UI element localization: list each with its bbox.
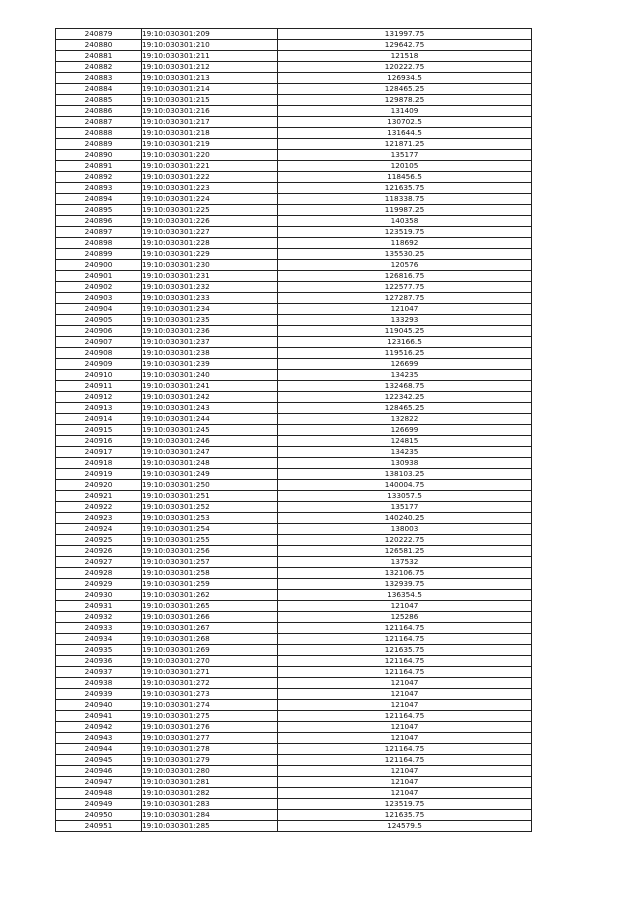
row-number-cell: 240937 <box>56 667 142 678</box>
cadastral-number-cell: 19:10:030301:262 <box>142 590 278 601</box>
cadastral-number-cell: 19:10:030301:269 <box>142 645 278 656</box>
table-row <box>56 722 532 733</box>
cadastral-number-cell: 19:10:030301:216 <box>142 106 278 117</box>
row-number-cell: 240950 <box>56 810 142 821</box>
value-cell: 126934.5 <box>278 73 532 84</box>
cadastral-number-cell: 19:10:030301:235 <box>142 315 278 326</box>
table-row <box>56 469 532 480</box>
cadastral-number-cell: 19:10:030301:231 <box>142 271 278 282</box>
row-number-cell: 240884 <box>56 84 142 95</box>
table-row <box>56 700 532 711</box>
row-number-cell: 240909 <box>56 359 142 370</box>
cadastral-number-cell: 19:10:030301:285 <box>142 821 278 832</box>
row-number-cell: 240883 <box>56 73 142 84</box>
row-number-cell: 240891 <box>56 161 142 172</box>
cadastral-number-cell: 19:10:030301:246 <box>142 436 278 447</box>
row-number-cell: 240936 <box>56 656 142 667</box>
row-number-cell: 240928 <box>56 568 142 579</box>
table-row <box>56 51 532 62</box>
row-number-cell: 240951 <box>56 821 142 832</box>
value-cell: 125286 <box>278 612 532 623</box>
table-row <box>56 524 532 535</box>
table-row <box>56 84 532 95</box>
cadastral-number-cell: 19:10:030301:215 <box>142 95 278 106</box>
row-number-cell: 240914 <box>56 414 142 425</box>
cadastral-number-cell: 19:10:030301:224 <box>142 194 278 205</box>
cadastral-number-cell: 19:10:030301:276 <box>142 722 278 733</box>
row-number-cell: 240881 <box>56 51 142 62</box>
value-cell: 121047 <box>278 689 532 700</box>
cadastral-number-cell: 19:10:030301:220 <box>142 150 278 161</box>
table-row <box>56 359 532 370</box>
table-row <box>56 249 532 260</box>
table-row <box>56 205 532 216</box>
value-cell: 120222.75 <box>278 535 532 546</box>
row-number-cell: 240945 <box>56 755 142 766</box>
value-cell: 121164.75 <box>278 634 532 645</box>
row-number-cell: 240932 <box>56 612 142 623</box>
cadastral-number-cell: 19:10:030301:273 <box>142 689 278 700</box>
cadastral-number-cell: 19:10:030301:241 <box>142 381 278 392</box>
row-number-cell: 240944 <box>56 744 142 755</box>
cadastral-number-cell: 19:10:030301:253 <box>142 513 278 524</box>
row-number-cell: 240893 <box>56 183 142 194</box>
row-number-cell: 240879 <box>56 29 142 40</box>
value-cell: 120222.75 <box>278 62 532 73</box>
table-row <box>56 238 532 249</box>
table-row <box>56 282 532 293</box>
value-cell: 140240.25 <box>278 513 532 524</box>
value-cell: 132822 <box>278 414 532 425</box>
value-cell: 121047 <box>278 788 532 799</box>
value-cell: 118456.5 <box>278 172 532 183</box>
value-cell: 121047 <box>278 678 532 689</box>
row-number-cell: 240938 <box>56 678 142 689</box>
table-row <box>56 172 532 183</box>
value-cell: 120105 <box>278 161 532 172</box>
cadastral-number-cell: 19:10:030301:272 <box>142 678 278 689</box>
table-row <box>56 623 532 634</box>
value-cell: 129878.25 <box>278 95 532 106</box>
value-cell: 121047 <box>278 601 532 612</box>
table-row <box>56 183 532 194</box>
table-row <box>56 425 532 436</box>
table-row <box>56 117 532 128</box>
value-cell: 123519.75 <box>278 227 532 238</box>
table-row <box>56 128 532 139</box>
table-row <box>56 557 532 568</box>
value-cell: 123519.75 <box>278 799 532 810</box>
cadastral-number-cell: 19:10:030301:218 <box>142 128 278 139</box>
table-row <box>56 711 532 722</box>
row-number-cell: 240933 <box>56 623 142 634</box>
row-number-cell: 240939 <box>56 689 142 700</box>
row-number-cell: 240897 <box>56 227 142 238</box>
cadastral-number-cell: 19:10:030301:283 <box>142 799 278 810</box>
row-number-cell: 240882 <box>56 62 142 73</box>
row-number-cell: 240886 <box>56 106 142 117</box>
cadastral-number-cell: 19:10:030301:229 <box>142 249 278 260</box>
value-cell: 121047 <box>278 700 532 711</box>
value-cell: 122342.25 <box>278 392 532 403</box>
value-cell: 119045.25 <box>278 326 532 337</box>
row-number-cell: 240880 <box>56 40 142 51</box>
value-cell: 124579.5 <box>278 821 532 832</box>
table-row <box>56 513 532 524</box>
cadastral-number-cell: 19:10:030301:212 <box>142 62 278 73</box>
table-row <box>56 590 532 601</box>
table-row <box>56 315 532 326</box>
row-number-cell: 240911 <box>56 381 142 392</box>
table-row <box>56 634 532 645</box>
cadastral-number-cell: 19:10:030301:239 <box>142 359 278 370</box>
row-number-cell: 240935 <box>56 645 142 656</box>
table-row <box>56 95 532 106</box>
row-number-cell: 240898 <box>56 238 142 249</box>
value-cell: 131997.75 <box>278 29 532 40</box>
cadastral-number-cell: 19:10:030301:222 <box>142 172 278 183</box>
table-row <box>56 161 532 172</box>
value-cell: 126581.25 <box>278 546 532 557</box>
value-cell: 121635.75 <box>278 810 532 821</box>
row-number-cell: 240927 <box>56 557 142 568</box>
row-number-cell: 240912 <box>56 392 142 403</box>
cadastral-number-cell: 19:10:030301:234 <box>142 304 278 315</box>
value-cell: 121164.75 <box>278 744 532 755</box>
cadastral-number-cell: 19:10:030301:242 <box>142 392 278 403</box>
cadastral-number-cell: 19:10:030301:240 <box>142 370 278 381</box>
cadastral-number-cell: 19:10:030301:278 <box>142 744 278 755</box>
cadastral-number-cell: 19:10:030301:266 <box>142 612 278 623</box>
value-cell: 119516.25 <box>278 348 532 359</box>
cadastral-number-cell: 19:10:030301:271 <box>142 667 278 678</box>
value-cell: 121518 <box>278 51 532 62</box>
cadastral-number-cell: 19:10:030301:270 <box>142 656 278 667</box>
cadastral-number-cell: 19:10:030301:277 <box>142 733 278 744</box>
table-row <box>56 480 532 491</box>
row-number-cell: 240895 <box>56 205 142 216</box>
table-row <box>56 744 532 755</box>
row-number-cell: 240925 <box>56 535 142 546</box>
value-cell: 121047 <box>278 777 532 788</box>
table-row <box>56 403 532 414</box>
value-cell: 121047 <box>278 722 532 733</box>
value-cell: 129642.75 <box>278 40 532 51</box>
row-number-cell: 240892 <box>56 172 142 183</box>
cadastral-number-cell: 19:10:030301:281 <box>142 777 278 788</box>
row-number-cell: 240919 <box>56 469 142 480</box>
row-number-cell: 240887 <box>56 117 142 128</box>
row-number-cell: 240949 <box>56 799 142 810</box>
cadastral-number-cell: 19:10:030301:210 <box>142 40 278 51</box>
table-row <box>56 216 532 227</box>
cadastral-number-cell: 19:10:030301:251 <box>142 491 278 502</box>
cadastral-number-cell: 19:10:030301:248 <box>142 458 278 469</box>
row-number-cell: 240921 <box>56 491 142 502</box>
value-cell: 135177 <box>278 150 532 161</box>
row-number-cell: 240947 <box>56 777 142 788</box>
cadastral-number-cell: 19:10:030301:247 <box>142 447 278 458</box>
cadastral-number-cell: 19:10:030301:279 <box>142 755 278 766</box>
value-cell: 127287.75 <box>278 293 532 304</box>
cadastral-number-cell: 19:10:030301:284 <box>142 810 278 821</box>
cadastral-number-cell: 19:10:030301:232 <box>142 282 278 293</box>
cadastral-number-cell: 19:10:030301:238 <box>142 348 278 359</box>
value-cell: 131644.5 <box>278 128 532 139</box>
table-row <box>56 348 532 359</box>
row-number-cell: 240916 <box>56 436 142 447</box>
cadastral-number-cell: 19:10:030301:219 <box>142 139 278 150</box>
table-row <box>56 326 532 337</box>
table-row <box>56 601 532 612</box>
cadastral-number-cell: 19:10:030301:233 <box>142 293 278 304</box>
cadastral-number-cell: 19:10:030301:226 <box>142 216 278 227</box>
value-cell: 121635.75 <box>278 183 532 194</box>
row-number-cell: 240905 <box>56 315 142 326</box>
value-cell: 132468.75 <box>278 381 532 392</box>
table-row <box>56 568 532 579</box>
row-number-cell: 240918 <box>56 458 142 469</box>
cadastral-number-cell: 19:10:030301:230 <box>142 260 278 271</box>
data-table <box>55 28 532 832</box>
table-row <box>56 381 532 392</box>
cadastral-number-cell: 19:10:030301:252 <box>142 502 278 513</box>
cadastral-number-cell: 19:10:030301:223 <box>142 183 278 194</box>
value-cell: 134235 <box>278 370 532 381</box>
row-number-cell: 240907 <box>56 337 142 348</box>
value-cell: 140358 <box>278 216 532 227</box>
value-cell: 138003 <box>278 524 532 535</box>
table-row <box>56 733 532 744</box>
row-number-cell: 240904 <box>56 304 142 315</box>
table-row <box>56 612 532 623</box>
cadastral-number-cell: 19:10:030301:211 <box>142 51 278 62</box>
cadastral-number-cell: 19:10:030301:265 <box>142 601 278 612</box>
table-row <box>56 656 532 667</box>
value-cell: 121635.75 <box>278 645 532 656</box>
value-cell: 132939.75 <box>278 579 532 590</box>
value-cell: 131409 <box>278 106 532 117</box>
table-row <box>56 29 532 40</box>
value-cell: 140004.75 <box>278 480 532 491</box>
table-row <box>56 667 532 678</box>
table-row <box>56 447 532 458</box>
value-cell: 121047 <box>278 766 532 777</box>
table-row <box>56 491 532 502</box>
value-cell: 121047 <box>278 733 532 744</box>
table-row <box>56 139 532 150</box>
cadastral-number-cell: 19:10:030301:256 <box>142 546 278 557</box>
row-number-cell: 240913 <box>56 403 142 414</box>
table-row <box>56 810 532 821</box>
cadastral-number-cell: 19:10:030301:259 <box>142 579 278 590</box>
table-row <box>56 755 532 766</box>
row-number-cell: 240888 <box>56 128 142 139</box>
cadastral-number-cell: 19:10:030301:254 <box>142 524 278 535</box>
row-number-cell: 240942 <box>56 722 142 733</box>
cadastral-number-cell: 19:10:030301:257 <box>142 557 278 568</box>
value-cell: 135530.25 <box>278 249 532 260</box>
cadastral-number-cell: 19:10:030301:227 <box>142 227 278 238</box>
table-row <box>56 678 532 689</box>
value-cell: 120576 <box>278 260 532 271</box>
cadastral-number-cell: 19:10:030301:274 <box>142 700 278 711</box>
table-row <box>56 788 532 799</box>
row-number-cell: 240910 <box>56 370 142 381</box>
cadastral-number-cell: 19:10:030301:245 <box>142 425 278 436</box>
table-row <box>56 293 532 304</box>
value-cell: 121871.25 <box>278 139 532 150</box>
row-number-cell: 240901 <box>56 271 142 282</box>
value-cell: 133057.5 <box>278 491 532 502</box>
value-cell: 128465.25 <box>278 84 532 95</box>
table-row <box>56 304 532 315</box>
cadastral-number-cell: 19:10:030301:280 <box>142 766 278 777</box>
value-cell: 122577.75 <box>278 282 532 293</box>
cadastral-number-cell: 19:10:030301:267 <box>142 623 278 634</box>
value-cell: 121047 <box>278 304 532 315</box>
value-cell: 121164.75 <box>278 656 532 667</box>
table-row <box>56 535 532 546</box>
row-number-cell: 240889 <box>56 139 142 150</box>
table-row <box>56 458 532 469</box>
value-cell: 118692 <box>278 238 532 249</box>
row-number-cell: 240923 <box>56 513 142 524</box>
row-number-cell: 240896 <box>56 216 142 227</box>
table-row <box>56 546 532 557</box>
value-cell: 137532 <box>278 557 532 568</box>
value-cell: 121164.75 <box>278 711 532 722</box>
table-row <box>56 370 532 381</box>
row-number-cell: 240906 <box>56 326 142 337</box>
value-cell: 126699 <box>278 425 532 436</box>
value-cell: 135177 <box>278 502 532 513</box>
row-number-cell: 240915 <box>56 425 142 436</box>
row-number-cell: 240941 <box>56 711 142 722</box>
cadastral-number-cell: 19:10:030301:221 <box>142 161 278 172</box>
table-row <box>56 227 532 238</box>
value-cell: 121164.75 <box>278 623 532 634</box>
value-cell: 119987.25 <box>278 205 532 216</box>
row-number-cell: 240926 <box>56 546 142 557</box>
value-cell: 121164.75 <box>278 755 532 766</box>
table-row <box>56 436 532 447</box>
row-number-cell: 240946 <box>56 766 142 777</box>
table-body <box>56 29 532 832</box>
cadastral-number-cell: 19:10:030301:213 <box>142 73 278 84</box>
row-number-cell: 240924 <box>56 524 142 535</box>
table-row <box>56 73 532 84</box>
table-row <box>56 766 532 777</box>
row-number-cell: 240934 <box>56 634 142 645</box>
table-row <box>56 799 532 810</box>
cadastral-number-cell: 19:10:030301:268 <box>142 634 278 645</box>
row-number-cell: 240899 <box>56 249 142 260</box>
cadastral-number-cell: 19:10:030301:225 <box>142 205 278 216</box>
table-row <box>56 689 532 700</box>
table-row <box>56 579 532 590</box>
row-number-cell: 240929 <box>56 579 142 590</box>
row-number-cell: 240931 <box>56 601 142 612</box>
table-row <box>56 502 532 513</box>
table-row <box>56 821 532 832</box>
row-number-cell: 240920 <box>56 480 142 491</box>
cadastral-number-cell: 19:10:030301:237 <box>142 337 278 348</box>
value-cell: 132106.75 <box>278 568 532 579</box>
value-cell: 128465.25 <box>278 403 532 414</box>
cadastral-number-cell: 19:10:030301:209 <box>142 29 278 40</box>
value-cell: 138103.25 <box>278 469 532 480</box>
table-row <box>56 106 532 117</box>
value-cell: 130938 <box>278 458 532 469</box>
value-cell: 126699 <box>278 359 532 370</box>
cadastral-number-cell: 19:10:030301:282 <box>142 788 278 799</box>
value-cell: 134235 <box>278 447 532 458</box>
table-row <box>56 194 532 205</box>
table-row <box>56 62 532 73</box>
value-cell: 130702.5 <box>278 117 532 128</box>
row-number-cell: 240930 <box>56 590 142 601</box>
value-cell: 126816.75 <box>278 271 532 282</box>
table-row <box>56 645 532 656</box>
value-cell: 118338.75 <box>278 194 532 205</box>
row-number-cell: 240894 <box>56 194 142 205</box>
row-number-cell: 240917 <box>56 447 142 458</box>
table-row <box>56 777 532 788</box>
cadastral-number-cell: 19:10:030301:249 <box>142 469 278 480</box>
row-number-cell: 240890 <box>56 150 142 161</box>
cadastral-number-cell: 19:10:030301:228 <box>142 238 278 249</box>
row-number-cell: 240908 <box>56 348 142 359</box>
value-cell: 121164.75 <box>278 667 532 678</box>
row-number-cell: 240903 <box>56 293 142 304</box>
cadastral-number-cell: 19:10:030301:250 <box>142 480 278 491</box>
row-number-cell: 240948 <box>56 788 142 799</box>
row-number-cell: 240940 <box>56 700 142 711</box>
table-row <box>56 271 532 282</box>
row-number-cell: 240902 <box>56 282 142 293</box>
row-number-cell: 240885 <box>56 95 142 106</box>
row-number-cell: 240900 <box>56 260 142 271</box>
cadastral-number-cell: 19:10:030301:214 <box>142 84 278 95</box>
value-cell: 136354.5 <box>278 590 532 601</box>
table-row <box>56 392 532 403</box>
table-row <box>56 260 532 271</box>
cadastral-number-cell: 19:10:030301:243 <box>142 403 278 414</box>
cadastral-number-cell: 19:10:030301:258 <box>142 568 278 579</box>
table-row <box>56 150 532 161</box>
row-number-cell: 240943 <box>56 733 142 744</box>
cadastral-number-cell: 19:10:030301:244 <box>142 414 278 425</box>
cadastral-number-cell: 19:10:030301:236 <box>142 326 278 337</box>
value-cell: 133293 <box>278 315 532 326</box>
cadastral-number-cell: 19:10:030301:217 <box>142 117 278 128</box>
table-row <box>56 414 532 425</box>
value-cell: 124815 <box>278 436 532 447</box>
value-cell: 123166.5 <box>278 337 532 348</box>
table-row <box>56 337 532 348</box>
row-number-cell: 240922 <box>56 502 142 513</box>
cadastral-number-cell: 19:10:030301:255 <box>142 535 278 546</box>
cadastral-number-cell: 19:10:030301:275 <box>142 711 278 722</box>
table-row <box>56 40 532 51</box>
